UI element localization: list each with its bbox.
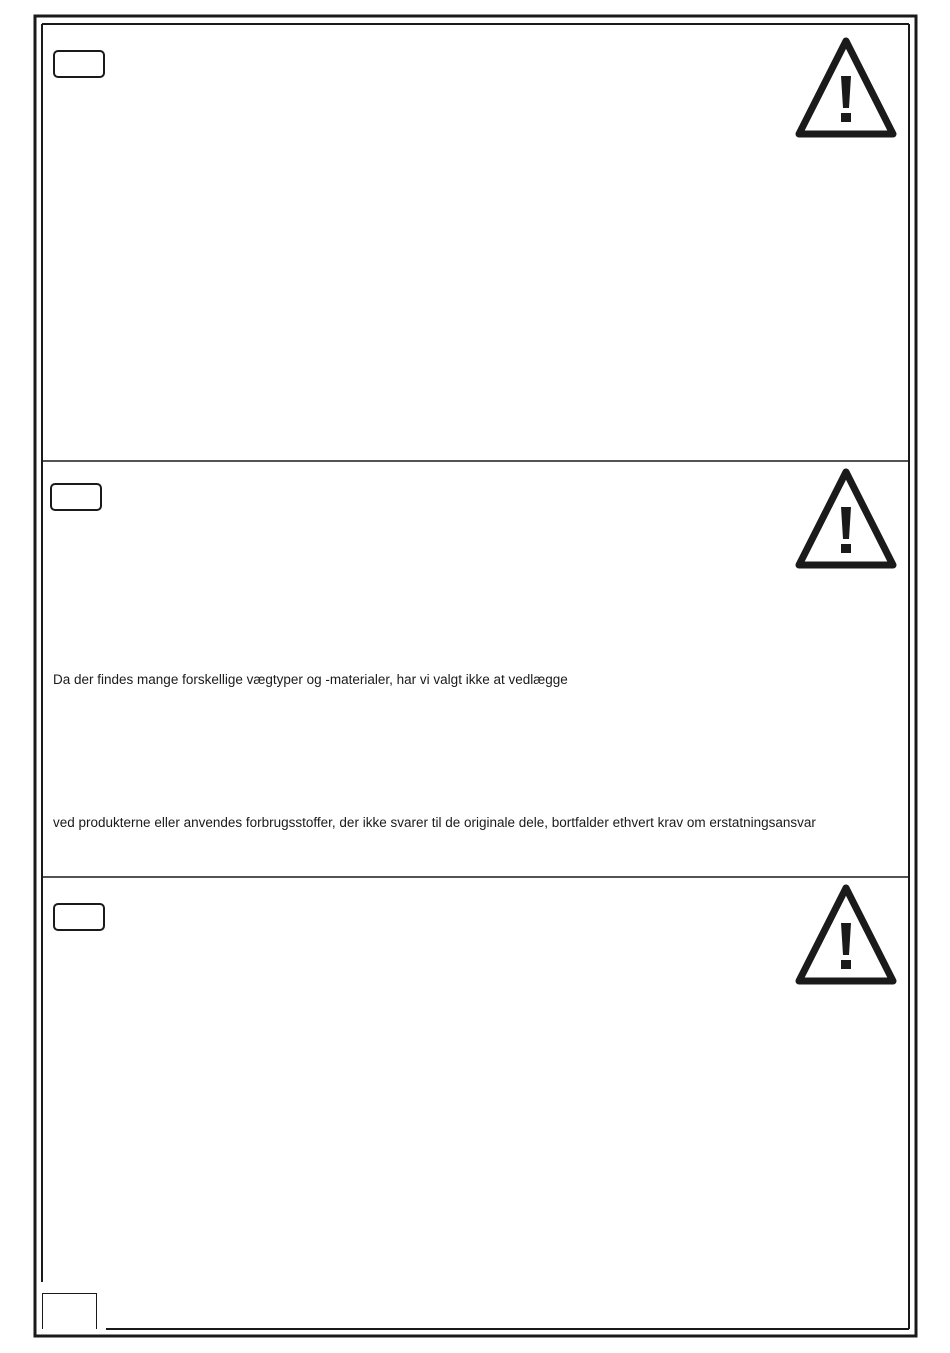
warning-triangle-icon xyxy=(794,467,898,571)
section-text-line: Da der findes mange forskellige vægtyper og -materialer, har vi valgt ikke at vedlægge xyxy=(53,672,568,687)
page-number-box xyxy=(42,1293,97,1329)
section-language-label xyxy=(53,50,105,78)
warning-triangle-icon xyxy=(794,36,898,140)
section-language-label xyxy=(53,903,105,931)
section-language-label xyxy=(50,483,102,511)
section-text-line: ved produkterne eller anvendes forbrugsstoffer, der ikke svarer til de originale dele, bortfalder ethvert krav om erstatningsansvar xyxy=(53,815,816,830)
warning-triangle-icon xyxy=(794,883,898,987)
